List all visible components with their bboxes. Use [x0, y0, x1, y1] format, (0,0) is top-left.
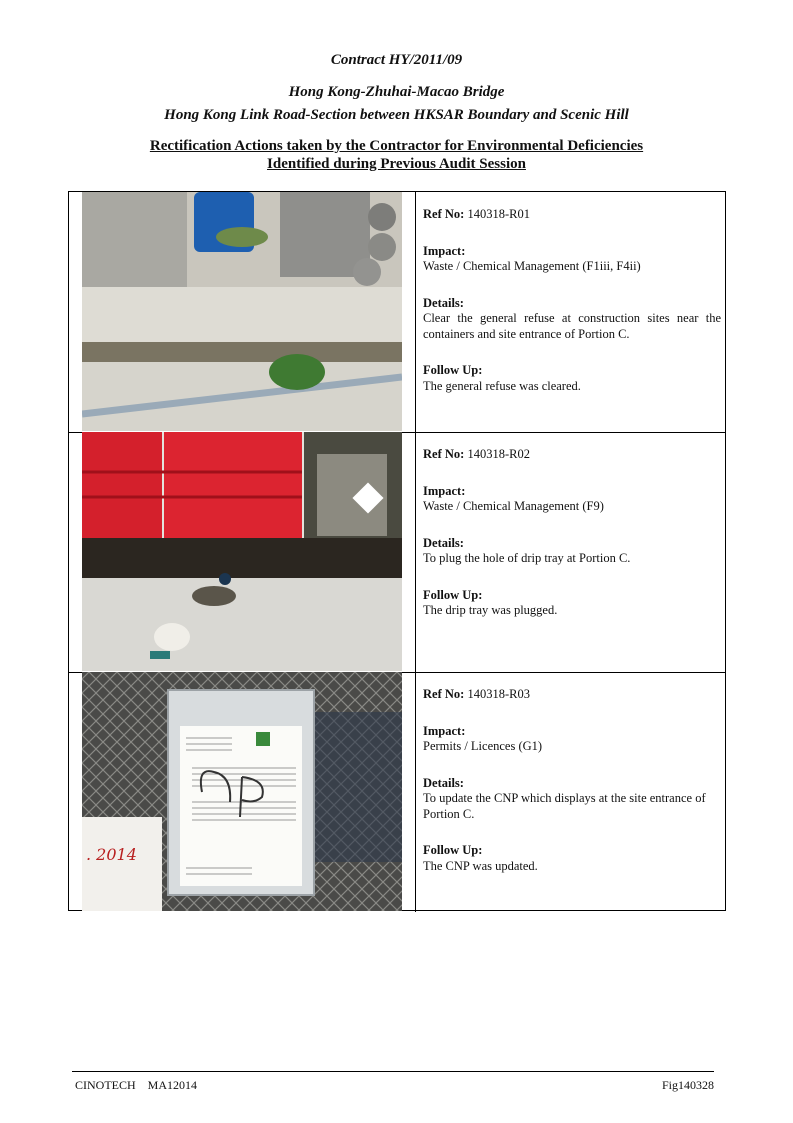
impact-value: Permits / Licences (G1): [423, 739, 543, 753]
details-cell: [423, 447, 721, 619]
page-heading: [0, 137, 793, 173]
ref-no-label: Ref No:: [423, 687, 465, 701]
follow-up-value: The general refuse was cleared.: [423, 378, 581, 393]
table-row: [69, 672, 725, 912]
photo-sign-text: . 2014: [86, 845, 137, 864]
follow-up-label: Follow Up:: [423, 587, 483, 602]
photo-general-refuse: [82, 192, 402, 431]
impact-value: Waste / Chemical Management (F1iii, F4ii): [423, 259, 641, 273]
footer-divider: [72, 1071, 714, 1072]
photo-cnp-notice: [82, 672, 402, 911]
ref-no-value: 140318-R02: [467, 447, 530, 461]
photo-cell: [69, 192, 416, 432]
details-label: Details:: [423, 295, 464, 310]
follow-up-label: Follow Up:: [423, 363, 483, 377]
photo-drip-tray: [82, 432, 402, 671]
ref-no-label: Ref No:: [423, 207, 465, 221]
details-cell: [423, 687, 721, 874]
table-row: [69, 192, 725, 433]
ref-no-value: 140318-R03: [467, 687, 530, 701]
details-value: Clear the general refuse at construction sites near the containers and site entrance of Portion C.: [423, 311, 721, 341]
footer-company: CINOTECH MA12014: [75, 1078, 197, 1092]
ref-no-label: Ref No:: [423, 447, 465, 461]
impact-label: Impact:: [423, 723, 466, 738]
contract-title: Contract HY/2011/09: [330, 52, 463, 68]
photo-cell: [69, 672, 416, 912]
details-label: Details:: [423, 775, 464, 790]
rectification-table: [68, 191, 726, 911]
details-cell: [423, 207, 721, 394]
details-label: Details:: [423, 535, 464, 550]
follow-up-value: The drip tray was plugged.: [423, 603, 558, 617]
ref-no-value: 140318-R01: [467, 207, 530, 221]
follow-up-value: The CNP was updated.: [423, 858, 538, 873]
impact-label: Impact:: [423, 243, 466, 258]
footer-figure-id: Fig140328: [661, 1078, 714, 1092]
impact-label: Impact:: [423, 483, 466, 498]
heading-line-2: Identified during Previous Audit Session: [267, 156, 526, 172]
impact-value: Waste / Chemical Management (F9): [423, 499, 604, 513]
project-title: Hong Kong-Zhuhai-Macao Bridge: [288, 84, 505, 100]
table-row: [69, 432, 725, 673]
photo-cell: [69, 432, 416, 672]
details-value: To update the CNP which displays at the site entrance of Portion C.: [423, 791, 706, 821]
follow-up-label: Follow Up:: [423, 843, 483, 857]
section-title: Hong Kong Link Road-Section between HKSAR Boundary and Scenic Hill: [164, 107, 629, 123]
details-value: To plug the hole of drip tray at Portion C.: [423, 551, 631, 565]
heading-line-1: Rectification Actions taken by the Contractor for Environmental Deficiencies: [149, 138, 644, 154]
